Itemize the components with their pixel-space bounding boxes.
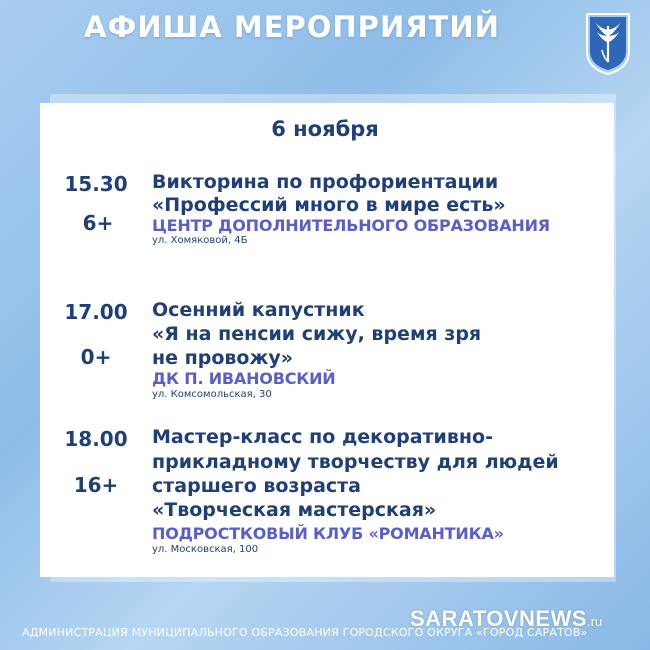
event-title-line: Мастер-класс по декоративно-: [152, 426, 493, 448]
event-age-rating: 0+: [80, 345, 112, 369]
event-time: 15.30: [64, 172, 128, 196]
event-time: 18.00: [64, 427, 128, 451]
event-age-rating: 6+: [82, 211, 114, 235]
event-address: ул. Комсомольская, 30: [152, 389, 272, 400]
event-venue: ПОДРОСТКОВЫЙ КЛУБ «РОМАНТИКА»: [152, 524, 504, 543]
page-title: АФИША МЕРОПРИЯТИЙ: [84, 10, 500, 44]
event-title-line: Осенний капустник: [152, 299, 365, 321]
watermark-tld: .ru: [587, 614, 603, 629]
event-address: ул. Московская, 100: [152, 544, 259, 555]
site-watermark: [410, 606, 602, 632]
event-date: 6 ноября: [271, 117, 379, 141]
event-venue: ДК П. ИВАНОВСКИЙ: [152, 369, 336, 388]
event-age-rating: 16+: [73, 473, 119, 497]
event-title-line: не провожу»: [152, 347, 294, 369]
event-title-line: «Профессий много в мире есть»: [152, 194, 506, 216]
event-address: ул. Хомяковой, 4Б: [152, 235, 248, 246]
saratov-coat-of-arms-icon: [585, 12, 631, 76]
footer-organization: АДМИНИСТРАЦИЯ МУНИЦИПАЛЬНОГО ОБРАЗОВАНИЯ ГОРОДСКОГО ОКРУГА «ГОРОД САРАТОВ»: [22, 626, 588, 639]
watermark-name: SARATOVNEWS: [410, 606, 588, 631]
event-title-line: старшего возраста: [152, 475, 361, 497]
event-title-line: «Творческая мастерская»: [152, 499, 437, 521]
event-venue: ЦЕНТР ДОПОЛНИТЕЛЬНОГО ОБРАЗОВАНИЯ: [152, 216, 550, 235]
event-title-line: Викторина по профориентации: [152, 171, 499, 193]
event-title-line: прикладному творчеству для людей: [152, 451, 559, 473]
event-time: 17.00: [64, 300, 128, 324]
event-title-line: «Я на пенсии сижу, время зря: [152, 323, 482, 345]
